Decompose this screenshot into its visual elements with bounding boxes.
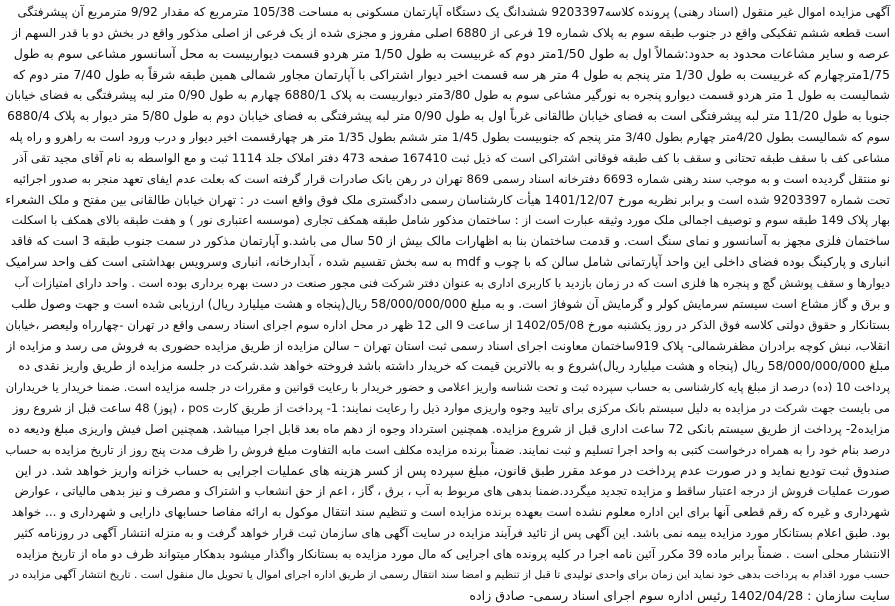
notice-line: عرصه و سایر مشاعات محدود به حدود:شمالاً اول به طول 1/50متر دوم که غربیست به طول 1/50 متر هردو قسمت دیواربیست به محل آسانسور مشاعی سوم به طول <box>13 45 890 61</box>
notice-line: شهرداری و غیره که رقم قطعی آنها برای این اداره معلوم نشده است بعهده برنده مزایده است و تنظیم سند انتقال موکول به ارائه مفاصا حسابهای دارایی و شهرداری و ... خواهد <box>11 505 890 520</box>
notice-line: تحت شماره 9203397 شده است و برابر نظریه مورخ 1401/12/07 هیأت کارشناسان رسمی دادگستری ملک فوق واقع است در : تهران خیابان طالقانی بین مفتح و ملک الشعراء <box>5 192 890 207</box>
notice-line: سوم که شمالیست بطول 4/20متر چهارم بطول 3/40 متر پنجم که جنوبیست بطول 1/45 متر ششم بطول 1/35 متر هر چهارقسمت اخیر دیوار و درب ورود است به راهرو و راه پله <box>9 130 890 145</box>
notice-line: آگهی مزایده اموال غیر منقول (اسناد رهنی) پرونده کلاسه9203397 ششدانگ یک دستگاه آپارتمان مسکونی به مساحت 105/38 مترمربع که مقدار 9/92 مترمربع آن پیشرفتگی <box>17 5 890 19</box>
notice-signature-line: سایت سازمان : 1402/04/28 رئیس اداره سوم اجرای اسناد رسمی- صادق زاده <box>469 587 890 603</box>
notice-line: 1/75مترچهارم که غربیست به طول 1/30 متر پنجم به طول 4 متر هر سه قسمت اخیر دیوار اشتراکی با آپارتمان مجاور شمالی همین طبقه شرقاً به طول 7/40 متر دوم که <box>12 66 890 82</box>
notice-line: جنوبا به طول 11/20 متر لبه پیشرفتگی است به فضای خیابان طالقانی غرباً اول به طول 0/90 متر لبه پیشرفتگی به فضای خیابان دوم به طول 5/80 متر دیوار به پلاک 6880/4 <box>7 109 890 124</box>
notice-line: بود. طبق اعلام بستانکار مورد مزایده بیمه نمی باشد. این آگهی پس از تائید فرآیند مزایده در سایت آگهی های سازمان ثبت قرار خواهد گرفت و به منزله انتشار آگهی در روزنامه کثیر <box>14 526 890 541</box>
notice-line: الانتشار محلی است . ضمناً برابر ماده 39 مکرر آئین نامه اجرا در کلیه پرونده های اجرایی که مال مورد مزایده به بستانکار واگذار میشود بدهکار میتواند ظرف دو ماه از تاریخ مزایده <box>16 546 890 561</box>
notice-line: می بایست جهت شرکت در مزایده به دلیل سیستم بانک مرکزی برای تایید وجوه واریزی موارد ذیل را رعایت نمایند: 1- پرداخت از طریق کارت pos ، (پوز) 48 ساعت قبل از شروع روز <box>12 401 890 416</box>
notice-line: انباری و پارکینگ بوده فضای داخلی این واحد آپارتمانی شامل سالن که با چوب و mdf به سه بخش تقسیم شده ، آبدارخانه، انباری وسرویس بهداشتی است کف واحد سرامیک <box>5 254 890 270</box>
notice-line: حسب مورد اقدام به پرداخت بدهی خود نماید این زمان برای واحدی تولیدی تا قبل از تنظیم و امضا سند انتقال رسمی از طریق اداره اجرای اموال یا تحویل مال منقول است . تاریخ انتشار آگهی مزایده در <box>9 568 890 581</box>
notice-line: مزایده2- پرداخت از طریق سیستم بانکی 72 ساعت اداری قبل از شروع مزایده. همچنین استرداد وجوه از دهم ماه بعد قابل اجرا میباشد. همچنین اصل فیش واریزی مبلغ ودیعه ده <box>8 421 890 436</box>
notice-line: و برق و گاز مشاع است سیستم سرمایش کولر و گرمایش آن شوفاژ است. و به مبلغ 58/000/000/000 ریال(پنجاه و هشت میلیارد ریال) ارزیابی شده است و جهت وصول طلب <box>11 296 890 311</box>
notice-line: درصد بنام خود را به همراه درخواست کتبی به واحد اجرا تسلیم و ثبت نمایند. ضمناً برنده مزایده مکلف است مابه التفاوت مبلغ فروش را ظرف مدت پنج روز از تاریخ مزایده به حساب <box>5 442 890 457</box>
notice-line: است قطعه ششم تفکیکی واقع در جنوب طبقه سوم به پلاک شماره 19 فرعی از 6880 اصلی مفروز و مجزی شده از یک فرعی از اصلی مذکور واقع در بخش دو با قدر السهم از <box>12 25 890 40</box>
notice-line: شمالیست به طول 1 متر هردو قسمت دیوارو پنجره به نورگیر مشاعی سوم به طول 3/80متر دیواربیست به پلاک 6880/1 چهارم به طول 0/90 متر لبه پیشرفتگی به فضای خیابان <box>5 88 890 103</box>
notice-line: دیوارها و سقف پوشش گچ و پنجره ها فلزی است که در زمان بازدید با کاربری اداری به عنوان دفتر شرکت فنی مجور صنعت در دست بهره برداری بوده است . واحد دارای امتیازات آب <box>14 275 890 290</box>
notice-line: بستانکار و حقوق دولتی کلاسه فوق الذکر در روز یکشنبه مورخ 1402/05/08 از ساعت 9 الی 12 ظهر در محل اداره سوم اجرای اسناد رسمی واقع در تهران -چهارراه ولیعصر ،خیابان <box>5 317 890 332</box>
notice-line: مبلغ 58/000/000/000 ریال (پنجاه و هشت میلیارد ریال)شروع و به بالاترین قیمت که خریدار داشته باشد فروخته خواهد شد.شرکت در جلسه مزایده از طریق واریز نقدی ده <box>18 359 890 374</box>
notice-line: نو منتقل گردیده است و به موجب سند رهنی شماره 6693 دفترخانه اسناد رسمی 869 تهران در رهن بانک صادرات قرار گرفته است که بعلت عدم ایفای تعهد منجر به صدور اجرائیه <box>12 171 890 186</box>
notice-line: صندوق ثبت تودیع نماید و در صورت عدم پرداخت در موعد مقرر طبق قانون، مبلغ سپرده پس از کسر هزینه های عملیات اجرایی به حساب خزانه واریز خواهد شد. در این <box>14 462 890 478</box>
notice-line: صورت عملیات فروش از درجه اعتبار ساقط و مزایده تجدید میگردد.ضمنا بدهی های مربوط به آب ، برق ، گاز ، اعم از حق انشعاب و اشتراک و مصرف و نیز بدهی مالیاتی ، عوارض <box>14 484 890 499</box>
notice-line: انقلاب، نبش کوچه برادران مظفرشمالی- پلاک 919ساختمان معاونت اجرای اسناد رسمی ثبت استان تهران – سالن مزایده از طریق مزایده حضوری به فروش می رسد و مزایده از <box>6 338 890 353</box>
notice-line: مشاعی کف با سقف طبقه تحتانی و سقف با کف طبقه فوقانی اشتراکی است که ذیل ثبت 167410 صفحه 473 دفتر املاک جلد 1114 ثبت و مع الواسطه به نام آقای مجید تقی آذر <box>12 150 890 165</box>
notice-line: ساختمان فلزی مجهز به آسانسور و نمای سنگ است. و قدمت ساختمان بنا به اظهارات مالک بیش از 50 سال می باشد.و آپارتمان مذکور در سمت جنوب طبقه 3 است که فاقد <box>10 234 890 249</box>
notice-line: بهار پلاک 149 طبقه سوم و توصیف اجمالی ملک مورد وثیقه عبارت است از : ساختمان مذکور شامل طبقه همکف تجاری (موسسه اعتباری نور ) و هفت طبقه بالای همکف با اسکلت <box>11 213 890 228</box>
notice-line: پرداخت 10 (ده) درصد از مبلغ پایه کارشناسی به حساب سپرده ثبت و تحت شناسه واریز اعلامی و حضور خریدار با رعایت قوانین و مقررات در جلسه مزایده است. ضمنا خریدار یا خریداران <box>5 380 890 395</box>
